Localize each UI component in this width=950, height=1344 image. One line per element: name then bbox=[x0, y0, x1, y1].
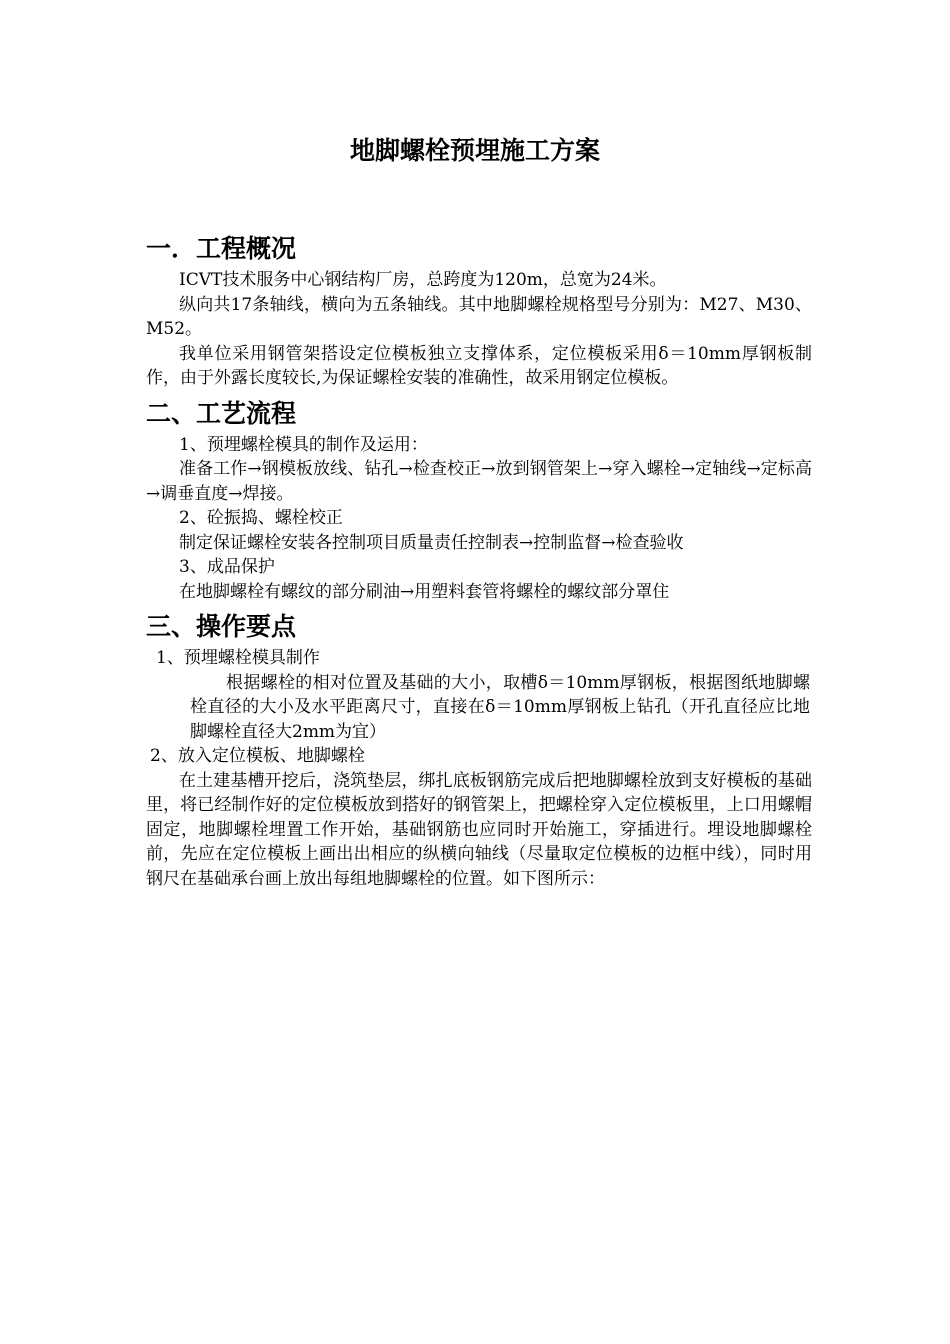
document-title: 地脚螺栓预埋施工方案 bbox=[349, 136, 600, 165]
section-heading-overview: 一．工程概况 bbox=[146, 234, 297, 263]
section-heading-process: 二、工艺流程 bbox=[146, 398, 297, 428]
key-point-1-text: 根据螺栓的相对位置及基础的大小，取槽δ＝10mm厚钢板，根据图纸地脚螺栓直径的大小及水平距离尺寸，直接在δ＝10mm厚钢板上钻孔（开孔直径应比地脚螺栓直径大2mm为宜） bbox=[190, 672, 810, 742]
overview-paragraph-3: 我单位采用钢管架搭设定位模板独立支撑体系，定位模板采用δ＝10mm厚钢板制作，由于外露长度较长,为保证螺栓安装的准确性，故采用钢定位模板。 bbox=[146, 343, 812, 388]
process-item-2-text: 制定保证螺栓安装各控制项目质量责任控制表→控制监督→检查验收 bbox=[179, 532, 684, 553]
key-point-2-text: 在土建基槽开挖后，浇筑垫层，绑扎底板钢筋完成后把地脚螺栓放到支好模板的基础里，将已经制作好的定位模板放到搭好的钢管架上，把螺栓穿入定位模板里，上口用螺帽固定，地脚螺栓埋置工作开始，基础钢筋也应同时开始施工，穿插进行。埋设地脚螺栓前，先应在定位模板上画出出相应的纵横向轴线（尽量取定位模板的边框中线），同时用钢尺在基础承台画上放出每组地脚螺栓的位置。如下图所示： bbox=[146, 770, 812, 889]
overview-paragraph-1: ICVT技术服务中心钢结构厂房，总跨度为120m，总宽为24米。 bbox=[179, 270, 667, 290]
process-item-2-label: 2、砼振捣、螺栓校正 bbox=[179, 508, 343, 528]
process-item-1-label: 1、预埋螺栓模具的制作及运用： bbox=[179, 434, 428, 455]
process-item-1-text: 准备工作→钢模板放线、钻孔→检查校正→放到钢管架上→穿入螺栓→定轴线→定标高→调垂直度→焊接。 bbox=[146, 459, 812, 504]
process-item-3-label: 3、成品保护 bbox=[179, 557, 275, 577]
section-heading-key-points: 三、操作要点 bbox=[146, 612, 297, 641]
process-item-3-text: 在地脚螺栓有螺纹的部分刷油→用塑料套管将螺栓的螺纹部分罩住 bbox=[179, 581, 670, 602]
key-point-2-label: 2、放入定位模板、地脚螺栓 bbox=[150, 746, 365, 766]
key-point-1-label: 1、预埋螺栓模具制作 bbox=[156, 648, 320, 668]
document-body bbox=[146, 232, 812, 891]
overview-paragraph-2: 纵向共17条轴线，横向为五条轴线。其中地脚螺栓规格型号分别为：M27、M30、M52。 bbox=[146, 294, 812, 339]
